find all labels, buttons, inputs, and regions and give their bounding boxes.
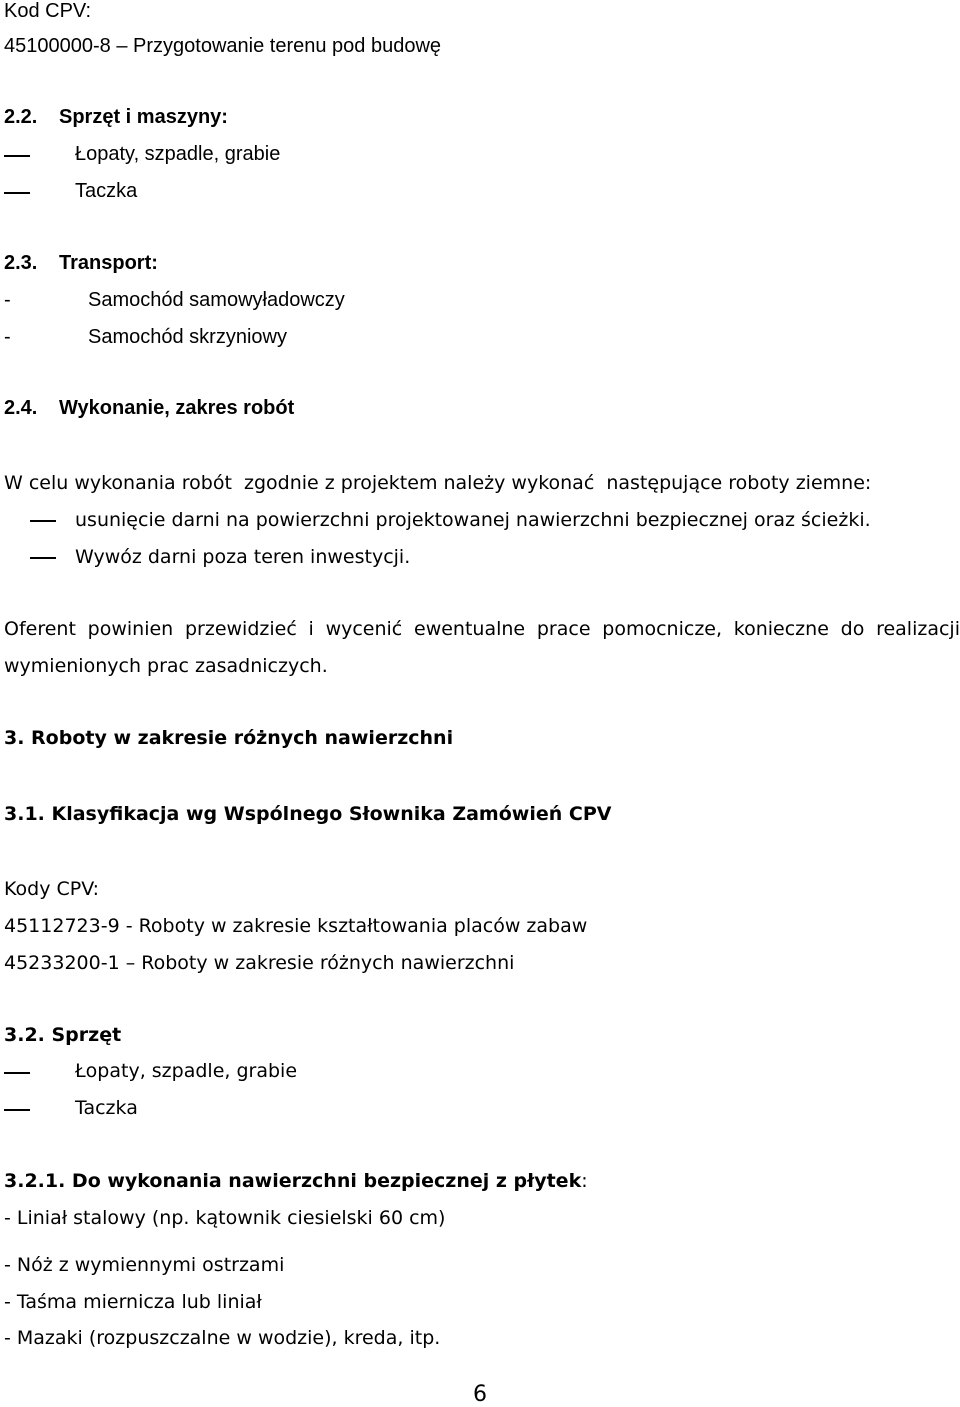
section-3-heading: 3. Roboty w zakresie różnych nawierzchni — [4, 727, 454, 749]
cpv-description: Roboty w zakresie różnych nawierzchni — [141, 952, 515, 974]
section-3-2-heading: 3.2. Sprzęt — [4, 1024, 122, 1046]
section-2-3-heading — [4, 252, 158, 274]
cpv-code-line — [4, 952, 514, 974]
section-2-2-heading — [4, 106, 228, 128]
heading-colon: : — [581, 1170, 588, 1192]
cpv-code: 45100000-8 — [4, 35, 111, 57]
section-number: 2.3. — [4, 252, 38, 274]
section-3-2-1-heading — [4, 1170, 588, 1192]
section-title: 3.2.1. Do wykonania nawierzchni bezpiecznej z płytek — [4, 1170, 582, 1192]
page-number: 6 — [473, 1382, 487, 1407]
paragraph-line: Oferent powinien przewidzieć i wycenić ewentualne prace pomocnicze, konieczne do realizacji — [4, 618, 960, 640]
tool-item: - Nóż z wymiennymi ostrzami — [4, 1254, 285, 1276]
section-number: 2.2. — [4, 106, 38, 128]
list-dash-icon — [30, 520, 56, 522]
section-title: Transport: — [59, 252, 158, 274]
section-2-4-heading — [4, 397, 294, 419]
tool-item: - Mazaki (rozpuszczalne w wodzie), kreda, itp. — [4, 1327, 441, 1349]
list-hyphen: - — [4, 326, 11, 348]
cpv-code-line: 45112723-9 - Roboty w zakresie kształtowania placów zabaw — [4, 915, 588, 937]
tool-item: - Liniał stalowy (np. kątownik ciesielski 60 cm) — [4, 1207, 446, 1229]
cpv-label: Kod CPV: — [4, 0, 92, 22]
cpv-description: Przygotowanie terenu pod budowę — [133, 35, 442, 57]
paragraph-line: wymienionych prac zasadniczych. — [4, 655, 328, 677]
section-title: Sprzęt i maszyny: — [59, 106, 228, 128]
intro-text: W celu wykonania robót zgodnie z projektem należy wykonać następujące roboty ziemne: — [4, 472, 872, 494]
list-item: Taczka — [75, 180, 138, 202]
list-dash-icon — [4, 155, 30, 157]
list-item: usunięcie darni na powierzchni projektowanej nawierzchni bezpiecznej oraz ścieżki. — [75, 509, 871, 531]
cpv-dash: – — [116, 35, 128, 57]
list-dash-icon — [4, 1072, 30, 1074]
cpv-code-line — [4, 35, 441, 57]
list-item: Samochód samowyładowczy — [88, 289, 345, 311]
list-hyphen: - — [4, 289, 11, 311]
list-dash-icon — [4, 1109, 30, 1111]
list-item: Łopaty, szpadle, grabie — [75, 1060, 298, 1082]
list-item: Wywóz darni poza teren inwestycji. — [75, 546, 411, 568]
section-3-1-heading: 3.1. Klasyfikacja wg Wspólnego Słownika Zamówień CPV — [4, 803, 612, 825]
cpv-code: 45233200-1 — [4, 952, 120, 974]
list-dash-icon — [30, 557, 56, 559]
cpv-dash: – — [125, 952, 136, 974]
section-number: 2.4. — [4, 397, 38, 419]
list-item: Łopaty, szpadle, grabie — [75, 143, 281, 165]
list-item: Samochód skrzyniowy — [88, 326, 287, 348]
list-dash-icon — [4, 192, 30, 194]
tool-item: - Taśma miernicza lub liniał — [4, 1291, 262, 1313]
section-title: Wykonanie, zakres robót — [59, 397, 295, 419]
cpv-codes-label: Kody CPV: — [4, 878, 100, 900]
list-item: Taczka — [75, 1097, 138, 1119]
